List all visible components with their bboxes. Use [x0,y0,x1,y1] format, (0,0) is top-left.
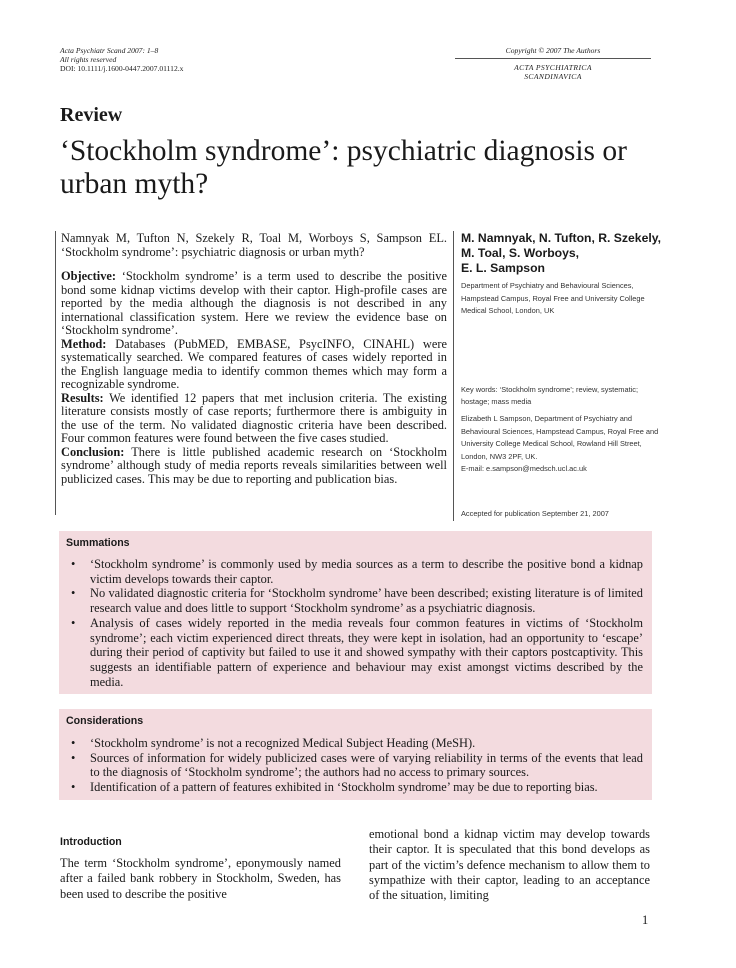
journal-name-line2: SCANDINAVICA [524,72,582,81]
summations-box [59,531,652,694]
correspondence-email[interactable]: E-mail: e.sampson@medsch.ucl.ac.uk [461,464,587,474]
summation-item [59,557,652,586]
considerations-box [59,709,652,800]
consideration-item [59,780,652,795]
abstract [61,232,447,486]
header-rule [455,58,651,59]
authors-line1: M. Namnyak, N. Tufton, R. Szekely, [461,231,662,245]
rights-notice: All rights reserved [60,55,117,64]
copyright-block [455,46,651,81]
intro-right-column: emotional bond a kidnap victim may develop towards their captor. It is speculated that this bond develops as part of the victim’s defence mechanism to allow them to sympathize with their captor, leading to an acceptance of the situation, limiting [369,827,650,903]
abstract-objective [61,270,447,338]
article-title: ‘Stockholm syndrome’: psychiatric diagnosis or urban myth? [60,135,627,200]
considerations-title: Considerations [66,715,144,727]
summations-title: Summations [66,537,130,549]
journal-name-line1: ACTA PSYCHIATRICA [514,63,592,72]
section-label: Review [60,104,123,126]
abstract-left-rule [55,231,56,515]
conclusion-text: There is little published academic research on ‘Stockholm syndrome’ although study of media reports reveals similarities between well publicized cases. This may be due to reporting and publication bias. [61,444,447,486]
author-affiliation: Department of Psychiatry and Behavioural Sciences, Hampstead Campus, Royal Free and University College Medical School, London, UK [461,281,645,316]
keywords: Key words: ‘Stockholm syndrome’; review, systematic; hostage; mass media [461,385,639,406]
consideration-item [59,736,652,751]
abstract-citation: Namnyak M, Tufton N, Szekely R, Toal M, Worboys S, Sampson EL. ‘Stockholm syndrome’: psychiatric diagnosis or urban myth? [61,231,447,259]
authors-line3: E. L. Sampson [461,261,545,275]
conclusion-label: Conclusion: [61,444,125,459]
objective-text: ‘Stockholm syndrome’ is a term used to describe the positive bond some kidnap victims develop with their captor. High-profile cases are reported by the media although the diagnosis is not described in any international classification system. Here we review the evidence base on ‘Stockholm syndrome’. [61,269,447,337]
bullet-marker: • [71,557,76,571]
accepted-date: Accepted for publication September 21, 2007 [461,509,609,518]
correspondence-address: Elizabeth L Sampson, Department of Psychiatry and Behavioural Sciences, Hampstead Campus, Royal Free and University College Medical School, Rowland Hill Street, London, NW3 2PF, UK. [461,414,659,461]
consideration-item [59,751,652,780]
copyright: Copyright © 2007 The Authors [505,46,601,55]
results-label: Results: [61,390,104,405]
summation-text: ‘Stockholm syndrome’ is commonly used by media sources as a term to describe the positive bond a kidnap victim develops towards their captor. [90,557,643,586]
authors-line2: M. Toal, S. Worboys, [461,246,580,260]
consideration-text: Identification of a pattern of features exhibited in ‘Stockholm syndrome’ may be due to reporting bias. [90,780,598,795]
bullet-marker: • [71,736,76,750]
summation-text: Analysis of cases widely reported in the media reveals four common features in victims of ‘Stockholm syndrome’; each victim experienced direct threats, they were kept in isolation, had an opportunity to ‘escape’ during their period of captivity but failed to use it and showed sympathy with their captors postcaptivity. This suggests an identifiable pattern of experience and behaviour may exist amongst victims described by the media. [90,615,643,689]
summation-item [59,616,652,690]
author-list [461,231,661,276]
objective-label: Objective: [61,269,117,283]
method-label: Method: [61,336,107,351]
intro-left-column: The term ‘Stockholm syndrome’, eponymously named after a failed bank robbery in Stockholm, Sweden, has been used to describe the positive [60,856,341,901]
page-number: 1 [642,913,649,927]
summation-item [59,586,652,615]
correspondence [461,413,661,476]
abstract-right-rule [453,231,454,521]
bullet-marker: • [71,780,76,795]
method-text: Databases (PubMED, EMBASE, PsycINFO, CINAHL) were systematically searched. We compared features of cases widely reported in the English language media to identify common themes which may form a recognizable syndrome. [61,336,447,391]
abstract-method [61,338,447,392]
doi: DOI: 10.1111/j.1600-0447.2007.01112.x [60,64,184,73]
consideration-text: Sources of information for widely publicized cases were of varying reliability in terms of the events that lead to the diagnosis of ‘Stockholm syndrome’; the authors had no access to primary sources. [90,750,643,780]
results-text: We identified 12 papers that met inclusion criteria. The existing literature consists mostly of case reports; furthermore there is ambiguity in the use of the term. No validated diagnostic criteria have been described. Four common features were found between the five cases studied. [61,390,447,445]
summations-list [59,557,652,689]
bullet-marker: • [71,586,76,601]
journal-header [60,46,183,73]
summation-text: No validated diagnostic criteria for ‘Stockholm syndrome’ have been described; existing literature is of limited research value and does little to support ‘Stockholm syndrome’ as a psychiatric diagnosis. [90,586,643,616]
introduction-heading: Introduction [60,836,122,848]
consideration-text: ‘Stockholm syndrome’ is not a recognized Medical Subject Heading (MeSH). [90,736,476,750]
considerations-list [59,736,652,795]
abstract-results [61,392,447,446]
journal-citation: Acta Psychiatr Scand 2007: 1–8 [60,46,159,55]
bullet-marker: • [71,750,76,765]
abstract-conclusion [61,446,447,487]
bullet-marker: • [71,615,76,630]
